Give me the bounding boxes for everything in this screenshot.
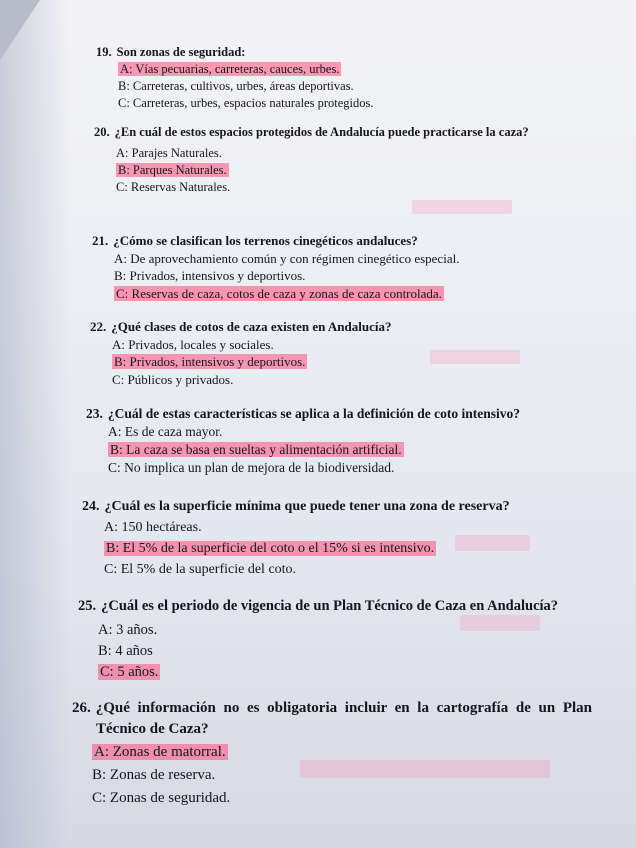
question-title — [90, 318, 560, 336]
option-text: A: Parajes Naturales. — [116, 146, 222, 160]
question-25 — [78, 596, 618, 682]
question-number: 19. — [96, 45, 112, 59]
option-text: B: Privados, intensivos y deportivos. — [114, 268, 306, 283]
question-title — [86, 405, 586, 423]
option-text: C: Carreteras, urbes, espacios naturales protegidos. — [118, 96, 374, 110]
option-b — [104, 539, 592, 558]
question-text: ¿Cuál de estas características se aplica a la definición de coto intensivo? — [107, 406, 520, 421]
highlighted-answer: B: La caza se basa en sueltas y alimentación artificial. — [110, 442, 402, 457]
question-number: 23. — [86, 406, 103, 421]
question-text: ¿Cuál es la superficie mínima que puede tener una zona de reserva? — [104, 499, 510, 514]
option-text: A: Privados, locales y sociales. — [112, 336, 274, 352]
highlighted-answer: B: El 5% de la superficie del coto o el 15% si es intensivo. — [106, 541, 435, 556]
question-20 — [94, 124, 549, 196]
option-text: A: Es de caza mayor. — [108, 424, 223, 439]
question-number: 24. — [82, 499, 100, 514]
option-c — [112, 371, 560, 389]
option-text: C: Públicos y privados. — [112, 371, 234, 387]
question-title — [96, 44, 556, 61]
option-c — [98, 662, 618, 682]
option-text: B: 4 años — [98, 643, 153, 659]
option-b — [92, 765, 592, 786]
highlighted-answer: B: Privados, intensivos y deportivos. — [114, 354, 306, 369]
question-text: ¿Qué información no es obligatoria incluir en la cartografía de un Plan Técnico de Caza? — [95, 700, 592, 737]
question-26 — [72, 698, 592, 809]
option-text: C: Zonas de seguridad. — [92, 790, 231, 806]
option-a — [118, 61, 556, 78]
option-text: B: Zonas de reserva. — [92, 767, 216, 783]
highlighted-answer: B: Parques Naturales. — [118, 163, 227, 177]
option-text: C: No implica un plan de mejora de la biodiversidad. — [108, 460, 395, 475]
option-a — [112, 336, 560, 354]
option-text: A: De aprovechamiento común y con régimen cinegético especial. — [114, 250, 460, 266]
option-a — [114, 250, 562, 268]
option-c — [108, 459, 586, 477]
option-text: A: 150 hectáreas. — [104, 520, 202, 535]
question-number: 26. — [72, 700, 91, 716]
option-c — [104, 560, 592, 579]
option-c — [114, 285, 562, 303]
option-text: A: 3 años. — [98, 622, 158, 638]
option-a — [98, 620, 618, 640]
question-24 — [82, 497, 592, 579]
highlighted-answer: C: Reservas de caza, cotos de caza y zonas de caza controlada. — [116, 285, 442, 301]
option-c — [92, 788, 592, 809]
highlighted-answer: A: Vías pecuarias, carreteras, cauces, urbes. — [120, 62, 340, 76]
question-19 — [96, 44, 556, 112]
bleed-through-mark — [412, 200, 512, 214]
option-b — [98, 641, 618, 661]
highlighted-answer: A: Zonas de matorral. — [94, 744, 226, 760]
question-text: ¿Qué clases de cotos de caza existen en Andalucía? — [111, 319, 392, 334]
question-number: 21. — [92, 233, 109, 248]
question-title — [92, 232, 562, 250]
question-number: 22. — [90, 319, 107, 334]
highlighted-answer: C: 5 años. — [100, 664, 159, 680]
question-number: 20. — [94, 125, 110, 139]
question-number: 25. — [78, 598, 97, 614]
option-text: B: Carreteras, cultivos, urbes, áreas deportivas. — [118, 79, 354, 93]
question-21 — [92, 232, 562, 302]
question-title — [94, 124, 549, 141]
question-text: ¿En cuál de estos espacios protegidos de Andalucía puede practicarse la caza? — [114, 125, 529, 139]
option-b — [108, 441, 586, 459]
question-title — [82, 497, 592, 516]
option-b — [116, 162, 549, 179]
question-text: ¿Cuál es el periodo de vigencia de un Plan Técnico de Caza en Andalucía? — [101, 598, 559, 614]
option-a — [108, 423, 586, 441]
option-b — [118, 78, 556, 95]
question-23 — [86, 405, 586, 477]
option-text: C: El 5% de la superficie del coto. — [104, 562, 297, 577]
question-title — [78, 596, 618, 616]
option-a — [92, 742, 592, 763]
option-c — [118, 95, 556, 112]
option-a — [104, 518, 592, 537]
option-text: C: Reservas Naturales. — [116, 180, 231, 194]
question-22 — [90, 318, 560, 388]
question-title — [72, 698, 592, 740]
option-a — [116, 145, 549, 162]
question-text: ¿Cómo se clasifican los terrenos cinegéticos andaluces? — [113, 233, 418, 248]
option-c — [116, 179, 549, 196]
option-b — [114, 267, 562, 285]
paper-corner-shadow — [0, 0, 40, 60]
question-text: Son zonas de seguridad: — [116, 45, 246, 59]
option-b — [112, 353, 560, 371]
